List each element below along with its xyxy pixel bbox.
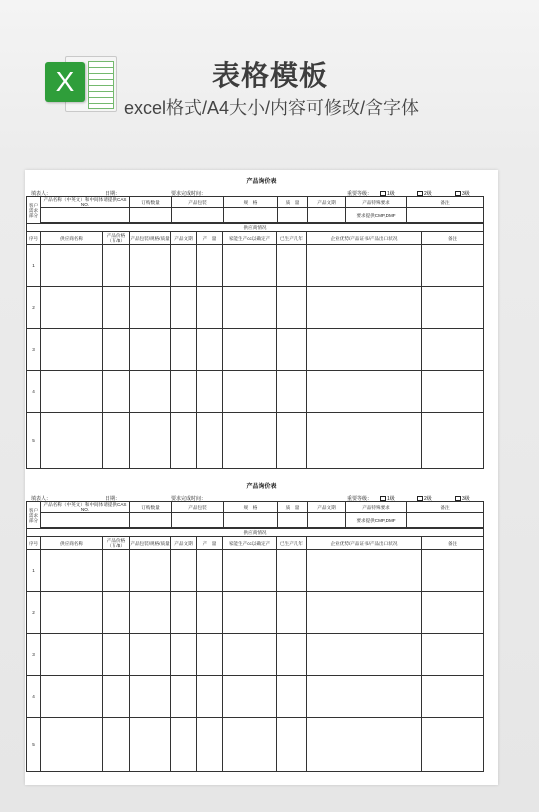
table-row bbox=[27, 718, 484, 772]
table-row bbox=[27, 371, 484, 413]
cell-input[interactable] bbox=[224, 208, 278, 223]
cell-input[interactable] bbox=[278, 208, 308, 223]
col-spec: 规 格 bbox=[224, 502, 278, 513]
col-price: 产品价格（￥/$） bbox=[103, 537, 130, 550]
col-doc: 产品文期 bbox=[171, 537, 197, 550]
table-row bbox=[27, 676, 484, 718]
priority-level-3[interactable]: 3级 bbox=[455, 190, 470, 197]
deadline-label: 要求完成时间： bbox=[171, 496, 207, 502]
table-row bbox=[27, 329, 484, 371]
col-special-req: 产品特殊要求 bbox=[346, 502, 407, 513]
banner-subtitle: excel格式/A4大小/内容可修改/含字体 bbox=[124, 98, 420, 118]
priority-level-2[interactable]: 2级 bbox=[417, 495, 432, 502]
inquiry-form-1 bbox=[25, 176, 498, 476]
priority-label: 重要等级： bbox=[347, 191, 373, 197]
col-doc: 产品文期 bbox=[308, 502, 346, 513]
col-remark: 备注 bbox=[407, 197, 484, 208]
col-output: 产 量 bbox=[197, 232, 223, 245]
col-quality: 质 量 bbox=[278, 197, 308, 208]
cell-input[interactable] bbox=[224, 513, 278, 528]
filler-label: 填表人： bbox=[31, 496, 52, 502]
filler-label: 填表人： bbox=[31, 191, 52, 197]
col-pack-spec: 产品包装/规格/质量 bbox=[130, 537, 171, 550]
row-number: 5 bbox=[27, 413, 41, 469]
row-number: 4 bbox=[27, 371, 41, 413]
col-index: 序号 bbox=[27, 537, 41, 550]
row-number: 2 bbox=[27, 287, 41, 329]
table-row bbox=[27, 287, 484, 329]
col-packaging: 产品包装 bbox=[172, 502, 224, 513]
col-remark: 备注 bbox=[422, 537, 484, 550]
col-remark: 备注 bbox=[422, 232, 484, 245]
col-product-name: 产品名称（中英文）和中间体请提供CAS NO. bbox=[41, 502, 130, 513]
cell-input[interactable] bbox=[130, 513, 172, 528]
customer-table bbox=[26, 501, 484, 529]
priority-level-3[interactable]: 3级 bbox=[455, 495, 470, 502]
col-quality: 质 量 bbox=[278, 502, 308, 513]
row-number: 3 bbox=[27, 634, 41, 676]
col-advantage: 企业优势/产品证书/产品出口状况 bbox=[307, 537, 422, 550]
col-capacity: 家能生产cc以确定产 bbox=[223, 537, 277, 550]
priority-label: 重要等级： bbox=[347, 496, 373, 502]
col-product-name: 产品名称（中英文）和中间体请提供CAS NO. bbox=[41, 197, 130, 208]
col-order-qty: 订购数量 bbox=[130, 502, 172, 513]
col-packaging: 产品包装 bbox=[172, 197, 224, 208]
row-number: 2 bbox=[27, 592, 41, 634]
col-pack-spec: 产品包装/规格/质量 bbox=[130, 232, 171, 245]
row-number: 5 bbox=[27, 718, 41, 772]
special-req-note[interactable]: 要求提供CMP,DMF bbox=[346, 513, 407, 528]
date-label: 日期： bbox=[105, 496, 121, 502]
col-years: 已生产几年 bbox=[277, 537, 307, 550]
row-number: 3 bbox=[27, 329, 41, 371]
excel-logo-icon bbox=[45, 54, 119, 112]
banner bbox=[0, 0, 539, 150]
row-number: 4 bbox=[27, 676, 41, 718]
date-label: 日期： bbox=[105, 191, 121, 197]
col-capacity: 家能生产cc以确定产 bbox=[223, 232, 277, 245]
cell-input[interactable] bbox=[308, 513, 346, 528]
form-title: 产品询价表 bbox=[246, 179, 277, 185]
col-supplier-name: 供应商名称 bbox=[41, 232, 103, 245]
cell-input[interactable] bbox=[308, 208, 346, 223]
customer-table bbox=[26, 196, 484, 224]
col-special-req: 产品特殊要求 bbox=[346, 197, 407, 208]
cell-input[interactable] bbox=[407, 513, 484, 528]
col-doc: 产品文期 bbox=[171, 232, 197, 245]
cell-input[interactable] bbox=[172, 208, 224, 223]
table-row bbox=[27, 245, 484, 287]
deadline-label: 要求完成时间： bbox=[171, 191, 207, 197]
col-output: 产 量 bbox=[197, 537, 223, 550]
cell-input[interactable] bbox=[41, 513, 130, 528]
excel-badge: X bbox=[45, 62, 85, 102]
col-remark: 备注 bbox=[407, 502, 484, 513]
priority-level-2[interactable]: 2级 bbox=[417, 190, 432, 197]
table-row bbox=[27, 634, 484, 676]
customer-side-label: 客户需求部分 bbox=[27, 197, 41, 224]
inquiry-form-2 bbox=[25, 481, 498, 781]
col-advantage: 企业优势/产品证书/产品出口状况 bbox=[307, 232, 422, 245]
cell-input[interactable] bbox=[278, 513, 308, 528]
col-price: 产品价格（￥/$） bbox=[103, 232, 130, 245]
cell-input[interactable] bbox=[172, 513, 224, 528]
supplier-section-title: 供应商情况 bbox=[27, 529, 484, 537]
col-spec: 规 格 bbox=[224, 197, 278, 208]
banner-title: 表格模板 bbox=[211, 60, 328, 91]
cell-input[interactable] bbox=[130, 208, 172, 223]
table-row bbox=[27, 550, 484, 592]
col-supplier-name: 供应商名称 bbox=[41, 537, 103, 550]
document-page bbox=[25, 170, 498, 785]
form-title: 产品询价表 bbox=[246, 484, 277, 490]
col-index: 序号 bbox=[27, 232, 41, 245]
supplier-section-title: 供应商情况 bbox=[27, 224, 484, 232]
priority-level-1[interactable]: 1级 bbox=[380, 190, 395, 197]
customer-side-label: 客户需求部分 bbox=[27, 502, 41, 529]
row-number: 1 bbox=[27, 245, 41, 287]
supplier-table bbox=[26, 528, 484, 772]
col-doc: 产品文期 bbox=[308, 197, 346, 208]
row-number: 1 bbox=[27, 550, 41, 592]
table-row bbox=[27, 592, 484, 634]
priority-level-1[interactable]: 1级 bbox=[380, 495, 395, 502]
cell-input[interactable] bbox=[407, 208, 484, 223]
cell-input[interactable] bbox=[41, 208, 130, 223]
supplier-table bbox=[26, 223, 484, 469]
special-req-note[interactable]: 要求提供CMP,DMF bbox=[346, 208, 407, 223]
col-years: 已生产几年 bbox=[277, 232, 307, 245]
col-order-qty: 订购数量 bbox=[130, 197, 172, 208]
table-row bbox=[27, 413, 484, 469]
